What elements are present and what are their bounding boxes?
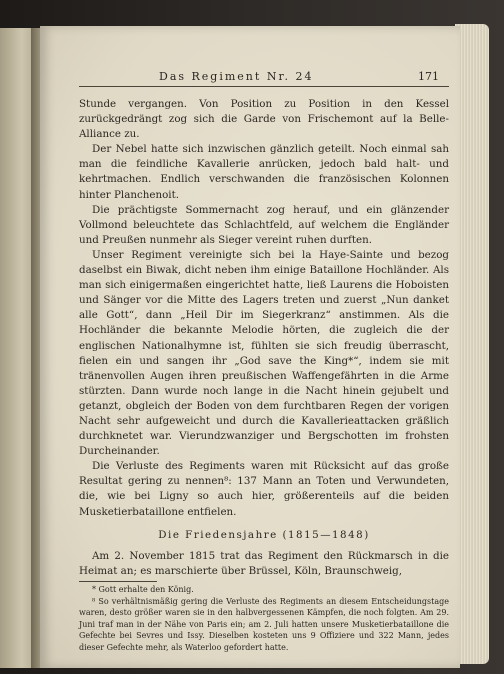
footnote: * Gott erhalte den König. (92, 584, 194, 594)
section-heading: Die Friedensjahre (1815—1848) (158, 528, 370, 541)
page-stack-edges (455, 24, 489, 664)
paragraph: Die prächtigste Sommernacht zog herauf, und ein glänzender Vollmond beleuchtete das Schlachtfeld, auf welchem die Engländer und Preußen nunmehr als Sieger vereint ruhen durften. (79, 203, 449, 246)
paragraph: Unser Regiment vereinigte sich bei la Haye-Sainte und bezog daselbst ein Biwak, dicht neben ihm einige Bataillone Hochländer. Als man sich einigermaßen eingerichtet hatte, ließ Laurens die Hoboisten und Sänger vor die Mitte des Lagers treten und zuerst „Nun danket alle Gott“, dann „Heil Dir im Siegerkranz“ anstimmen. Als die Hochländer die bekannte Melodie hörten, die zugleich die der englischen Nationalhymne ist, fühlten sie sich freudig überrascht, fielen ein und sangen ihr „God save the King*“, indem sie mit tränenvollen Augen ihren preußischen Waffengefährten in die Arme stürzten. Dann wurde noch lange in die Nacht hinein gejubelt und getanzt, obgleich der Boden von dem furchtbaren Regen der vorigen Nacht sehr aufgeweicht und durch die Kavallerieattacken gräßlich durchknetet war. Vierundzwanziger und Bergschotten im frohsten Durcheinander. (79, 248, 449, 458)
page-text (79, 70, 449, 653)
paragraph: Die Verluste des Regiments waren mit Rücksicht auf das große Resultat gering zu nennen⁸: 137 Mann an Toten und Verwundeten, die, wie bei Ligny so auch hier, größerenteils auf die beiden Musketierbataillone entfielen. (79, 460, 449, 518)
running-header (79, 70, 449, 87)
paragraph: Der Nebel hatte sich inzwischen gänzlich geteilt. Noch einmal sah man die feindliche Kavallerie anrücken, jedoch bald halt- und kehrtmachen. Endlich verschwanden die französischen Kolonnen hinter Planchenoit. (79, 143, 449, 201)
footnote-rule (79, 581, 157, 582)
page-number: 171 (418, 70, 439, 83)
footnote: ⁸ So verhältnismäßig gering die Verluste des Regiments an diesem Entscheidungstage waren, desto größer waren sie in den halbvergessenen Kämpfen, die noch folgten. Am 29. Juni traf man in der Nähe von Paris ein; am 2. Juli hatten unsere Musketierbataillone die Gefechte bei Sevres und Issy. Dieselben kosteten uns 9 Offiziere und 322 Mann, jedes dieser Gefechte mehr, als Waterloo gefordert hatte. (79, 596, 449, 652)
paragraph: Stunde vergangen. Von Position zu Position in den Kessel zurückgedrängt zog sich die Garde von Frischemont auf la Belle-Alliance zu. (79, 98, 449, 141)
running-title: Das Regiment Nr. 24 (159, 70, 314, 83)
paragraph: Am 2. November 1815 trat das Regiment den Rückmarsch in die Heimat an; es marschierte über Brüssel, Köln, Braunschweig, (79, 549, 449, 577)
